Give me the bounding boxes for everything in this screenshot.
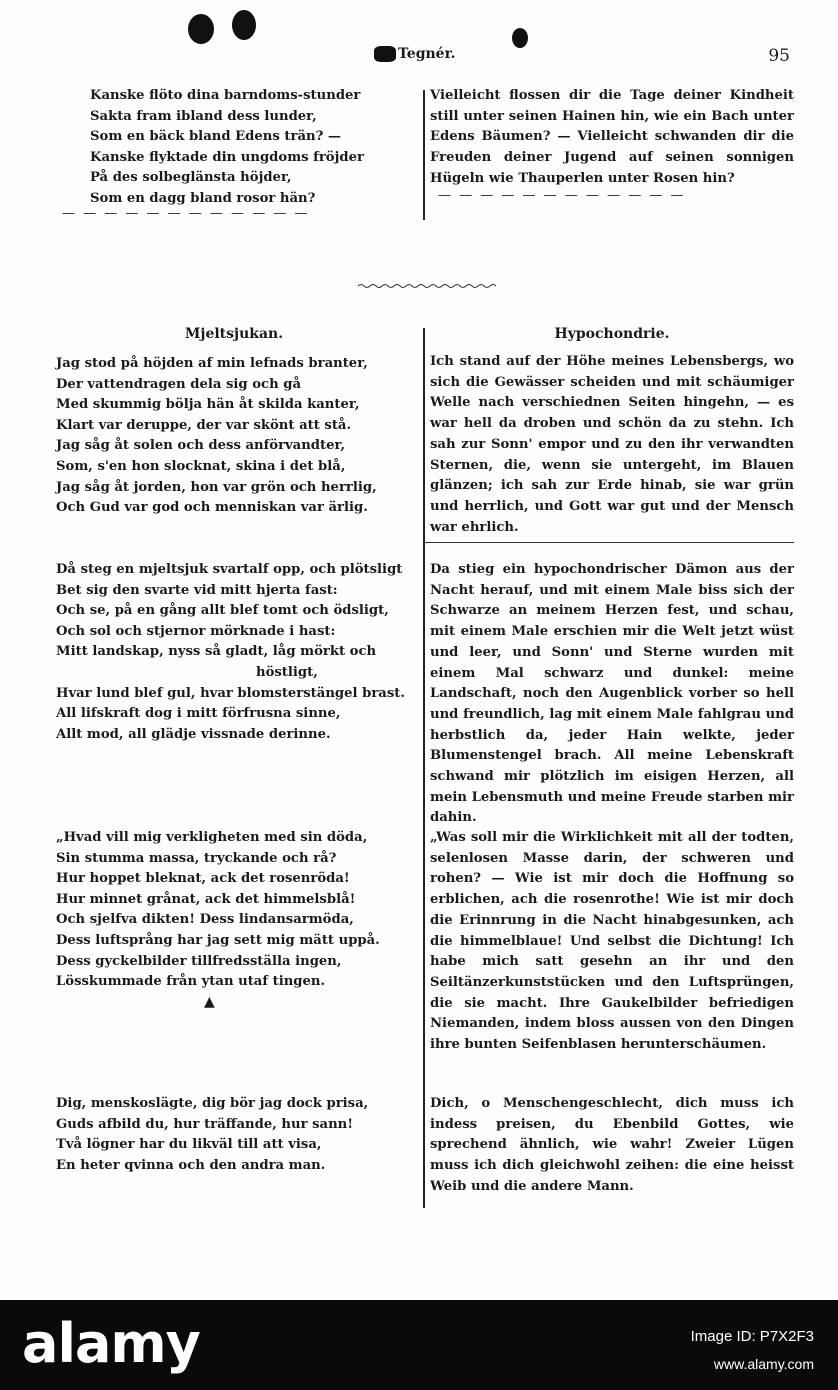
column-divider — [423, 328, 425, 1208]
stanza-3-swedish — [56, 828, 412, 993]
verse-line: Allt mod, all glädje vissnade derinne. — [56, 726, 331, 742]
prose-paragraph: Ich stand auf der Höhe meines Lebensbergs, wo sich die Gewässer scheiden und mit schäumiger Welle nach verschiednen Seiten hingehn, — es war hell da droben und schön da zu stehn. Ich sah zur Sonn' empor und zu den ihr verwandten Sternen, die, wenn sie untergeht, im Blauen glänzen; ich sah zur Erde hinab, sie war grün und herrlich, und Gott war gut und der Mensch war ehrlich. — [430, 354, 794, 535]
ink-blot — [512, 28, 528, 48]
verse-line: Och se, på en gång allt blef tomt och ödsligt, — [56, 603, 389, 619]
verse-line: En heter qvinna och den andra man. — [56, 1157, 326, 1173]
verse-line: Hur minnet grånat, ack det himmelsblå! — [56, 891, 356, 907]
verse-line: Hvar lund blef gul, hvar blomsterstängel brast. — [56, 685, 405, 701]
verse-line: „Hvad vill mig verkligheten med sin döda, — [56, 830, 368, 845]
verse-line: Klart var deruppe, der var skönt att stå. — [56, 417, 352, 433]
running-head: Tegnér. — [398, 46, 456, 62]
image-id: Image ID: P7X2F3 — [690, 1328, 814, 1345]
stanza-3-german — [430, 828, 794, 1056]
verse-line: Och Gud var god och menniskan var ärlig. — [56, 500, 368, 516]
verse-line: Mitt landskap, nyss så gladt, låg mörkt och — [56, 644, 377, 660]
brand-logo: alamy — [22, 1312, 200, 1375]
horizontal-rule — [424, 542, 794, 543]
verse-line: Kanske flyktade din ungdoms fröjder — [90, 149, 364, 165]
stanza-4-swedish — [56, 1094, 412, 1176]
site-link[interactable]: www.alamy.com — [713, 1356, 814, 1372]
stanza-2-german — [430, 560, 794, 829]
poem-title-german: Hypochondrie. — [554, 326, 670, 342]
poem-title-swedish: Mjeltsjukan. — [184, 326, 284, 342]
verse-line: All lifskraft dog i mitt förfrusna sinne, — [56, 706, 341, 722]
verse-line: Och sol och stjernor mörknade i hast: — [56, 623, 336, 639]
verse-line: Der vattendragen dela sig och gå — [56, 376, 302, 392]
verse-line: Jag såg åt solen och dess anförvandter, — [56, 438, 346, 454]
watermark-footer — [0, 1300, 838, 1390]
verse-line: Lösskummade från ytan utaf tingen. — [56, 974, 326, 990]
verse-line: Kanske flöto dina barndoms-stunder — [90, 88, 361, 103]
verse-line: Bet sig den svarte vid mitt hjerta fast: — [56, 582, 338, 598]
verse-line: Guds afbild du, hur träffande, hur sann! — [56, 1116, 354, 1132]
verse-line: Sakta fram ibland dess lunder, — [90, 108, 317, 124]
stanza-2-swedish — [56, 560, 412, 745]
verse-line: Med skummig bölja hän åt skilda kanter, — [56, 397, 360, 413]
stanza-4-german — [430, 1094, 794, 1198]
verse-line: Då steg en mjeltsjuk svartalf opp, och plötsligt — [56, 562, 403, 577]
verse-line: Dess luftsprång har jag sett mig mätt uppå. — [56, 932, 380, 948]
column-divider — [423, 90, 425, 220]
stanza-1-swedish — [56, 354, 412, 519]
verse-line: På des solbeglänsta höjder, — [90, 170, 292, 186]
verse-line: Jag såg åt jorden, hon var grön och herrlig, — [56, 479, 377, 495]
verse-line: Som, s'en hon slocknat, skina i det blå, — [56, 458, 346, 474]
verse-line: Jag stod på höjden af min lefnads branter, — [56, 356, 368, 371]
prose-paragraph: Da stieg ein hypochondrischer Dämon aus der Nacht herauf, und mit einem Male biss sich der Schwarze an meinem Herzen fest, und schau, mit einem Male erschien mir die Welt jetzt wüst und leer, und Sonn' und Sterne wurden mit einem Mal schwarz und dunkel: meine Landschaft, noch den Augenblick vorber so hell und freundlich, lag mit einem Male fahlgrau und herbstlich da, jeder Hain welkte, jeder Blumenstengel brach. All meine Lebenskraft schwand mir plötzlich im eisigen Herzen, all mein Lebensmuth und meine Freude starben mir dahin. — [430, 562, 794, 826]
verse-line: Som en dagg bland rosor hän? — [90, 190, 316, 206]
verse-line: Hur hoppet bleknat, ack det rosenröda! — [56, 871, 350, 887]
prose-paragraph: „Was soll mir die Wirklichkeit mit all der todten, selenlosen Masse darin, der schweren und rohen? — Wie ist mir doch die Hoffnung so erblichen, ach die rosenrothe! Wie ist mir doch die Erinnrung in die Nacht hinabgesunken, ach die himmelblaue! Und selbst die Dichtung! Ich habe mich satt gesehn an ihr und den Seiltänzerkunststücken und den Luftsprüngen, die sie macht. Ihre Gaukelbilder befriedigen Niemanden, indem bloss aussen von den Dingen ihre bunten Seifenblasen herunterschäumen. — [430, 830, 794, 1053]
ornamental-rule — [358, 283, 498, 289]
prose-paragraph: Vielleicht flossen dir die Tage deiner Kindheit still unter seinen Hainen hin, wie ein Bach unter Edens Bäumen? — Vielleicht schwanden dir die Freuden deiner Jugend auf seinen sonnigen Hügeln wie Thauperlen unter Rosen hin? — [430, 88, 794, 186]
separator-dashes-left: — — — — — — — — — — — — — [62, 206, 310, 221]
verse-line: Två lögner har du likväl till att visa, — [56, 1137, 322, 1153]
stanza-0-swedish — [90, 86, 412, 210]
page-number: 95 — [768, 46, 790, 66]
stanza-0-german — [430, 86, 794, 190]
separator-dashes-right: — — — — — — — — — — — — — [438, 188, 686, 203]
ink-blot — [232, 10, 256, 40]
prose-paragraph: Dich, o Menschengeschlecht, dich muss ich indess preisen, du Ebenbild Gottes, wie sprechend ähnlich, wie wahr! Zweier Lügen muss ich dich gleichwohl zeihen: die eine heisst Weib und die andere Mann. — [430, 1096, 794, 1194]
ink-blot — [188, 14, 214, 44]
verse-line: Som en bäck bland Edens trän? — — [90, 129, 342, 145]
verse-line: Och sjelfva dikten! Dess lindansarmöda, — [56, 912, 354, 928]
verse-line: höstligt, — [256, 664, 318, 680]
stanza-1-german — [430, 352, 794, 538]
verse-line: Dig, menskoslägte, dig bör jag dock prisa, — [56, 1096, 369, 1111]
verse-line: Dess gyckelbilder tillfredsställa ingen, — [56, 953, 342, 969]
verse-line: Sin stumma massa, tryckande och rå? — [56, 850, 337, 866]
printer-mark: ▲ — [204, 994, 215, 1010]
